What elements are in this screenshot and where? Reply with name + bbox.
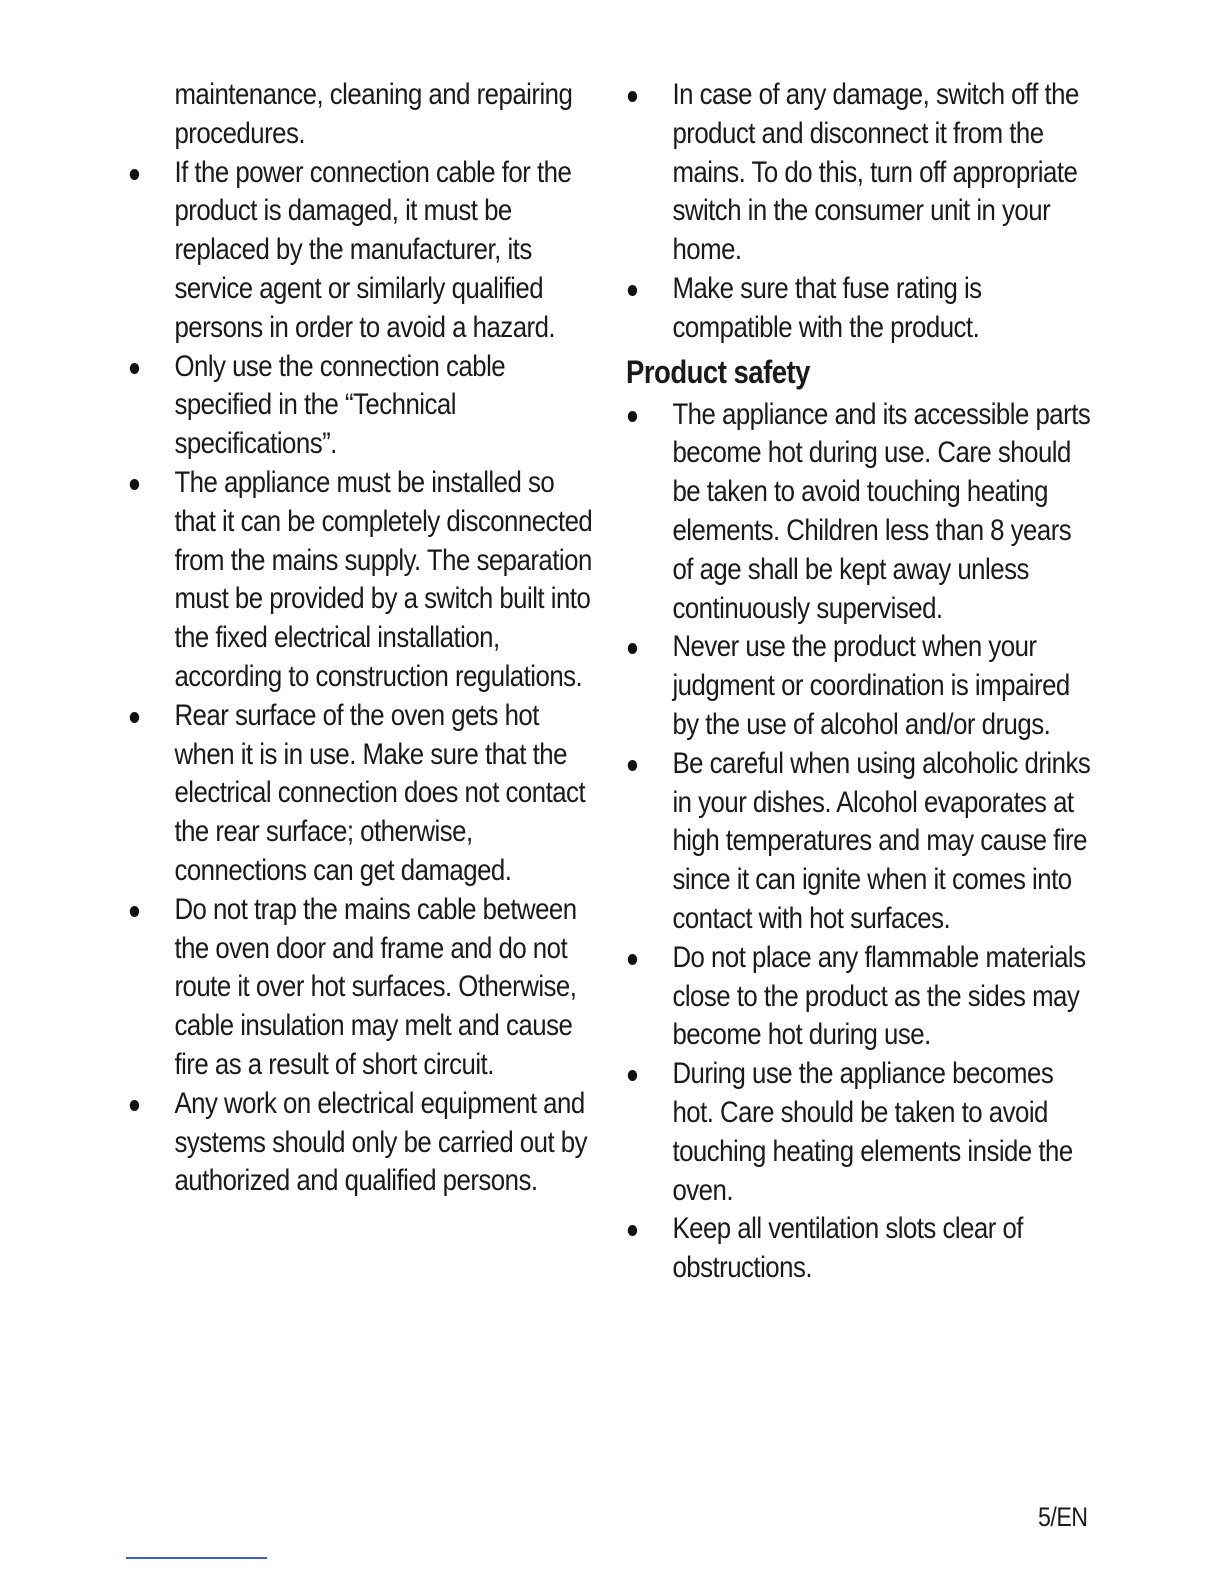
right-bullet-list-top [626, 76, 1090, 348]
list-item [626, 1055, 1090, 1210]
list-item-text: Be careful when using alcoholic drinks in your dishes. Alcohol evaporates at high temperatures and may cause fire since it can ignite when it comes into contact with hot surfaces. [672, 746, 1091, 935]
section-heading: Product safety [626, 353, 810, 390]
left-column-text [128, 76, 592, 1201]
list-item-text: The appliance must be installed so that it can be completely disconnected from the mains supply. The separation must be provided by a switch built into the fixed electrical installation, according to construction regulations. [174, 465, 593, 693]
list-item [626, 270, 1090, 348]
continued-paragraph: maintenance, cleaning and repairing procedures. [174, 78, 573, 150]
right-column-text-bottom [626, 396, 1090, 1288]
bullet-icon [130, 906, 139, 917]
list-item [128, 154, 592, 348]
list-item-text: Keep all ventilation slots clear of obstructions. [672, 1212, 1023, 1285]
list-item [626, 939, 1090, 1055]
list-item-text: The appliance and its accessible parts become hot during use. Care should be taken to avoid touching heating elements. Children less than 8 years of age shall be kept away unless continuously supervised. [672, 397, 1091, 625]
list-item-text: Never use the product when your judgment or coordination is impaired by the use of alcohol and/or drugs. [672, 630, 1070, 741]
list-item [128, 697, 592, 891]
page-number: 5/EN [1038, 1502, 1088, 1532]
right-column-text-top [626, 76, 1090, 348]
bullet-icon [130, 363, 139, 374]
bullet-icon [628, 285, 637, 296]
list-item [128, 464, 592, 697]
list-item-text: If the power connection cable for the product is damaged, it must be replaced by the manufacturer, its service agent or similarly qualified persons in order to avoid a hazard. [174, 155, 572, 344]
list-item-text: Do not place any flammable materials close to the product as the sides may become hot during use. [672, 940, 1086, 1052]
list-item [128, 1085, 592, 1201]
list-item [626, 628, 1090, 744]
right-column [626, 76, 1096, 1288]
left-column [128, 76, 598, 1201]
list-item-text: Do not trap the mains cable between the oven door and frame and do not route it over hot surfaces. Otherwise, cable insulation may melt and cause fire as a result of short circuit. [174, 892, 577, 1081]
list-item [626, 745, 1090, 939]
list-item [128, 891, 592, 1085]
list-item [626, 76, 1090, 270]
bullet-icon [628, 954, 637, 965]
bullet-icon [628, 643, 637, 654]
list-item-text: During use the appliance becomes hot. Care should be taken to avoid touching heating elements inside the oven. [672, 1057, 1073, 1207]
list-item [626, 1210, 1090, 1288]
bullet-icon [130, 1100, 139, 1111]
bullet-icon [628, 91, 637, 102]
list-item-text: Rear surface of the oven gets hot when it is in use. Make sure that the electrical connection does not contact the rear surface; otherwise, connections can get damaged. [174, 698, 586, 887]
bullet-icon [130, 479, 139, 490]
right-bullet-list-bottom [626, 396, 1090, 1288]
list-item-text: Make sure that fuse rating is compatible with the product. [672, 271, 982, 344]
bullet-icon [130, 169, 139, 180]
list-item-text: Any work on electrical equipment and systems should only be carried out by authorized and qualified persons. [174, 1086, 587, 1198]
list-item-text: Only use the connection cable specified in the “Technical specifications”. [174, 349, 506, 461]
footer-rule [126, 1557, 267, 1559]
bullet-icon [628, 411, 637, 422]
bullet-icon [628, 760, 637, 771]
bullet-icon [130, 712, 139, 723]
bullet-icon [628, 1070, 637, 1081]
list-item [128, 348, 592, 464]
left-bullet-list [128, 154, 592, 1202]
list-item-text: In case of any damage, switch off the product and disconnect it from the mains. To do this, turn off appropriate switch in the consumer unit in your home. [672, 78, 1079, 267]
list-item [626, 396, 1090, 629]
bullet-icon [628, 1225, 637, 1236]
